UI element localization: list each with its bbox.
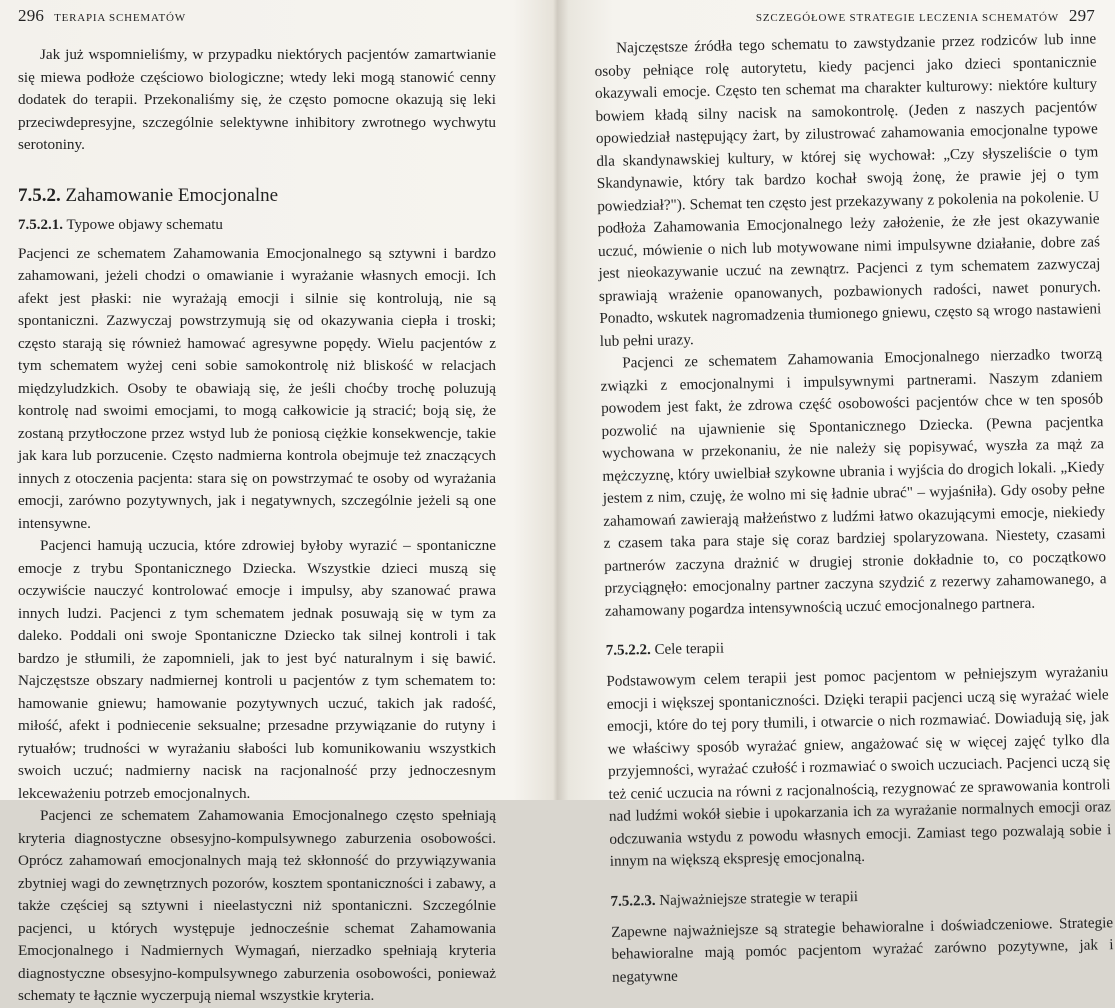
body-paragraph: Podstawowym celem terapii jest pomoc pacjentom w pełniejszym wyrażaniu emocji i większej spontaniczności. Dzięki terapii pacjenci uczą się wyrażać wiele emocji, które do tej pory tłumili, i otwarcie o nich rozmawiać. Dowiadują się, jak we właściwy sposób wyrażać gniew, angażować się w więcej zajęć tylko dla przyjemności, wyrażać czułość i rozmawiać o swoich uczuciach. Pacjenci uczą się też cenić uczucia na równi z racjonalnością, rezygnować ze sprawowania kontroli nad ludźmi wokół siebie i upokarzania ich za wyrażanie normalnych emocji oraz odczuwania wstydu z powodu własnych emocji. Zamiast tego pozwalają sobie i innym na większą ekspresję emocjonalną. <box>606 663 1112 870</box>
right-page-number: 297 <box>1068 6 1095 25</box>
body-paragraph: Zapewne najważniejsze są strategie behawioralne i doświadczeniowe. Strategie behawioralne mają pomóc pacjentom wyrażać zarówno pozytywne, jak i negatywne <box>610 913 1114 986</box>
right-page <box>560 0 1115 986</box>
subsection-number: 7.5.2.1. <box>18 216 63 233</box>
subsection-title: Typowe objawy schematu <box>66 216 223 233</box>
subsection-heading-typical-symptoms <box>18 215 496 235</box>
left-page <box>0 0 555 1004</box>
body-paragraph: Pacjenci hamują uczucia, które zdrowiej byłoby wyrazić – spontaniczne emocje z trybu Spontanicznego Dziecka. Wszystkie dzieci muszą się oczywiście nauczyć kontrolować emocje i impulsy, aby szanować prawa innych ludzi. Pacjenci z tym schematem jednak posuwają się w tym za daleko. Poddali oni swoje Spontaniczne Dziecko tak silnej kontroli i tak bardzo je stłumili, że zapomnieli, jak to jest być naturalnym i się bawić. Najczęstsze obszary nadmiernej kontroli u pacjentów z tym schematem to: hamowanie gniewu; hamowanie pozytywnych uczuć, takich jak radość, miłość, afekt i podniecenie seksualne; przesadne przywiązanie do rutyny i rytuałów; trudności w wyrażaniu słabości lub komunikowaniu wszystkich swoich uczuć; nadmierny nacisk na racjonalność przy jednoczesnym lekceważeniu potrzeb emocjonalnych. <box>18 537 496 802</box>
body-paragraph: Pacjenci ze schematem Zahamowania Emocjonalnego nierzadko tworzą związki z emocjonalnymi i impulsywnymi partnerami. Naszym zdaniem powodem jest fakt, że zdrowa część osobowości pacjentów chce w ten sposób pozwolić na ujawnienie się Spontanicznego Dziecka. (Pewna pacjentka wychowana w przekonaniu, że nie należy się popisywać, wyszła za mąż za mężczyznę, który uwielbiał szykowne ubrania i wyjścia do drogich lokali. „Kiedy jestem z nim, czuję, że wolno mi się ładnie ubrać" – wyjaśniła). Gdy osoby pełne zahamowań zawierają małżeństwo z ludźmi łatwo okazującymi emocje, niekiedy z czasem taka para staje się coraz bardziej spolaryzowana. Niestety, czasami partnerów zaczyna drażnić w drugiej stronie dokładnie to, co początkowo przyciągnęło: emocjonalny partner zaczyna szydzić z rezerwy zahamowanego, a zahamowany pogardza intensywnością uczuć emocjonalnego partnera. <box>600 345 1107 620</box>
subsection-title: Najważniejsze strategie w terapii <box>659 888 859 909</box>
subsection-title: Cele terapii <box>654 640 725 658</box>
section-title: Zahamowanie Emocjonalne <box>65 184 279 206</box>
subsection-number: 7.5.2.3. <box>610 892 656 910</box>
section-heading <box>18 183 496 209</box>
subsection-heading-key-strategies <box>610 882 1112 912</box>
left-running-title: TERAPIA SCHEMATÓW <box>54 12 186 24</box>
right-running-head <box>756 6 1095 26</box>
subsection-heading-therapy-goals <box>606 631 1108 661</box>
body-paragraph: Najczęstsze źródła tego schematu to zawstydzanie przez rodziców lub inne osoby pełniące rolę autorytetu, kiedy pacjenci jako dzieci spontanicznie okazywali emocje. Często ten schemat ma charakter kulturowy: niektóre kultury bowiem kładą silny nacisk na samokontrolę. (Jeden z naszych pacjentów opowiedział następujący żart, by zilustrować zahamowania emocjonalne typowe dla skandynawskiej kultury, w której się wychował: „Czy słyszeliście o tym Skandynawie, który tak bardzo kochał swoją żonę, że prawie jej o tym powiedział?"). Schemat ten często jest przekazywany z pokolenia na pokolenie. U podłoża Zahamowania Emocjonalnego leży założenie, że złe jest okazywanie uczuć, mówienie o nich lub motywowane nimi impulsywne działanie, dobre zaś jest nieokazywanie uczuć na zewnątrz. Pacjenci z tym schematem zazwyczaj sprawiają wrażenie opanowanych, pozbawionych radości, nawet ponurych. Ponadto, wskutek nagromadzenia tłumionego gniewu, często są wrogo nastawieni lub pełni urazy. <box>594 30 1102 350</box>
intro-paragraph: Jak już wspomnieliśmy, w przypadku niektórych pacjentów zamartwianie się miewa podłoże częściowo biologiczne; wtedy leki mogą stanowić cenny dodatek do terapii. Przekonaliśmy się, że często pomocne okazują się leki przeciwdepresyjne, szczególnie selektywne inhibitory zwrotnego wychwytu serotoniny. <box>18 46 496 153</box>
left-page-number: 296 <box>18 6 45 25</box>
left-page-body <box>18 44 496 1008</box>
left-running-head <box>18 6 186 26</box>
body-paragraph: Pacjenci ze schematem Zahamowania Emocjonalnego często spełniają kryteria diagnostyczne obsesyjno-kompulsywnego zaburzenia osobowości. Oprócz zahamowań emocjonalnych mają też skłonność do przywiązywania zbytniej wagi do zewnętrznych pozorów, kosztem spontaniczności i zabawy, a także częściej są sztywni i nieelastyczni niż spontaniczni. Szczególnie pacjenci, u których występuje jednocześnie schemat Zahamowania Emocjonalnego i Nadmiernych Wymagań, nierzadko spełniają kryteria diagnostyczne obsesyjno-kompulsywnego zaburzenia osobowości, ponieważ schematy te łącznie wyczerpują niemal wszystkie kryteria. <box>18 807 496 1004</box>
section-number: 7.5.2. <box>18 184 61 206</box>
right-page-body <box>594 28 1114 988</box>
subsection-number: 7.5.2.2. <box>605 642 651 659</box>
right-running-title: SZCZEGÓŁOWE STRATEGIE LECZENIA SCHEMATÓW <box>755 12 1059 24</box>
body-paragraph: Pacjenci ze schematem Zahamowania Emocjonalnego są sztywni i bardzo zahamowani, jeżeli chodzi o omawianie i wyrażanie własnych emocji. Ich afekt jest płaski: nie wyrażają emocji i silnie się kontrolują, nie są spontaniczni. Zazwyczaj powstrzymują się od okazywania ciepła i troski; często starają się również hamować agresywne popędy. Wielu pacjentów z tym schematem wyżej ceni sobie samokontrolę niż bliskość w relacjach międzyludzkich. Osoby te obawiają się, że jeśli choćby trochę poluzują kontrolę nad swoimi emocjami, to mogą całkowicie ją stracić; boją się, że zostaną przytłoczone przez wstyd lub że poniosą ciężkie konsekwencje, takie jak kara lub porzucenie. Często nadmierna kontrola obejmuje też znaczących innych z otoczenia pacjenta: stara się on powstrzymać te osoby od wyrażania emocji, zarówno pozytywnych, jak i negatywnych, szczególnie jeżeli są one intensywne. <box>18 244 496 532</box>
